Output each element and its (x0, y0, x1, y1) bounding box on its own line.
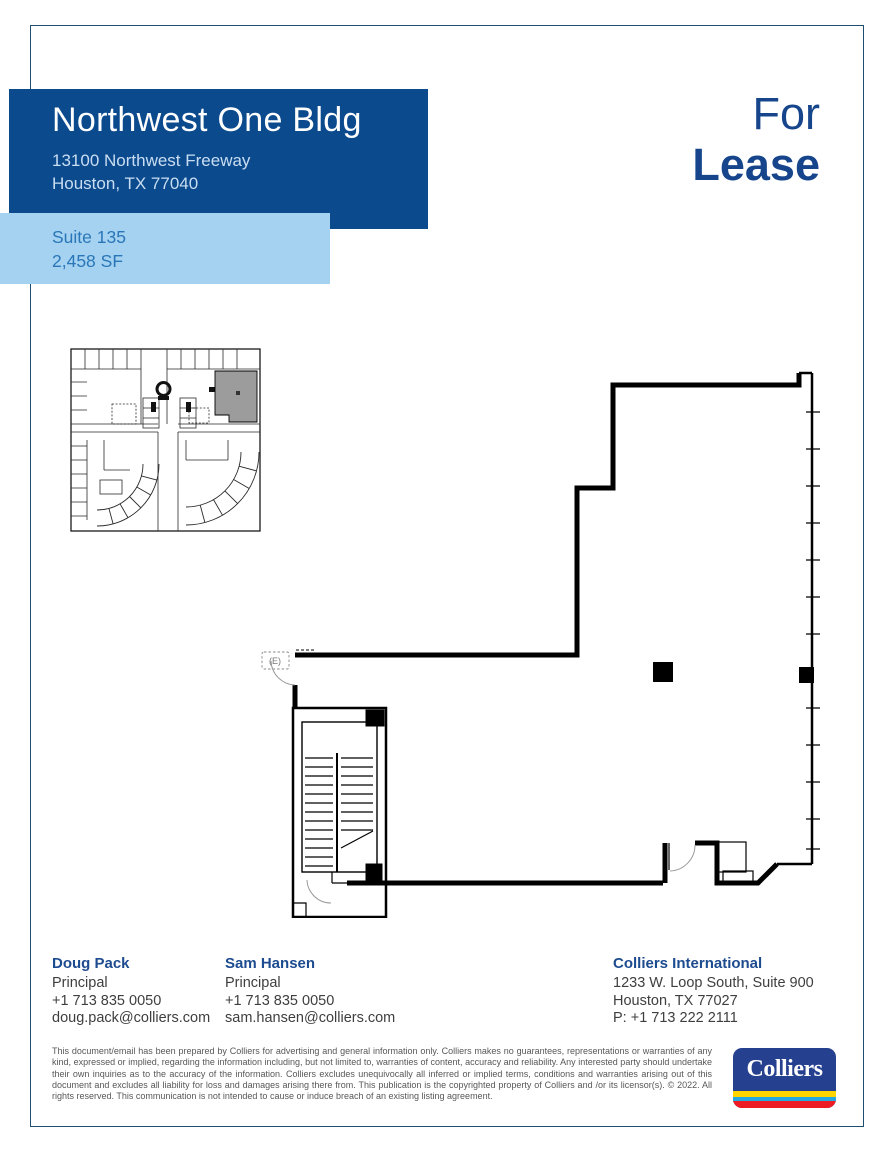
colliers-logo (733, 1048, 836, 1108)
contact-card-sam-hansen (225, 955, 395, 1028)
page-title: Northwest One Bldg (52, 101, 362, 139)
office-address-line2: Houston, TX 77027 (613, 992, 738, 1009)
suite-walls (295, 373, 820, 883)
disclaimer-text: This document/email has been prepared by Colliers for advertising and general information only. Colliers makes no guarantees, representations or warranties of any kind, expressed or implied, regarding the information including, but not limited to, warranties of content, accuracy and reliability. Any interested party should undertake their own inquiries as to the accuracy of the information. Colliers excludes unequivocally all inferred or implied terms, conditions and warranties arising out of this document and excludes all liability for loss and damages arising there from. This publication is the copyrighted property of Colliers and /or its licensor(s). © 2022. All rights reserved. This communication is not intended to cause or induce breach of an existing listing agreement. (52, 1046, 712, 1102)
structural-columns (653, 662, 814, 683)
contact-card-doug-pack (52, 955, 210, 1028)
suite-floor-plan (246, 353, 826, 918)
suite-area: 2,458 SF (52, 251, 124, 271)
office-phone: P: +1 713 222 2111 (613, 1010, 738, 1026)
contact-name: Sam Hansen (225, 955, 316, 972)
contact-title: Principal (52, 975, 108, 991)
for-lease-word-lease: Lease (692, 139, 820, 190)
office-name: Colliers International (613, 955, 763, 972)
office-address-line1: 1233 W. Loop South, Suite 900 (613, 975, 814, 991)
building-address-line1: 13100 Northwest Freeway (52, 151, 251, 170)
header-box (9, 89, 428, 229)
building-address-line2: Houston, TX 77040 (52, 174, 199, 193)
contact-name: Doug Pack (52, 955, 130, 972)
rear-door-and-casework (669, 842, 753, 882)
logo-wordmark: Colliers (746, 1055, 823, 1082)
office-card (613, 955, 814, 1028)
contact-phone: +1 713 835 0050 (52, 992, 162, 1009)
contact-email[interactable]: doug.pack@colliers.com (52, 1010, 211, 1026)
thumbnail-core-elements (151, 383, 216, 413)
contact-phone: +1 713 835 0050 (225, 992, 335, 1009)
for-lease-heading (692, 90, 820, 191)
suite-name: Suite 135 (52, 227, 126, 247)
logo-stripe-red (733, 1101, 836, 1108)
entry-door (262, 652, 295, 685)
contact-title: Principal (225, 975, 281, 991)
contact-email[interactable]: sam.hansen@colliers.com (225, 1010, 396, 1026)
for-lease-word-for: For (752, 88, 820, 139)
suite-banner (0, 213, 330, 284)
entry-door-label: (E) (269, 656, 281, 666)
overall-floor-plan-thumbnail (65, 342, 265, 538)
stairwell (293, 708, 386, 917)
